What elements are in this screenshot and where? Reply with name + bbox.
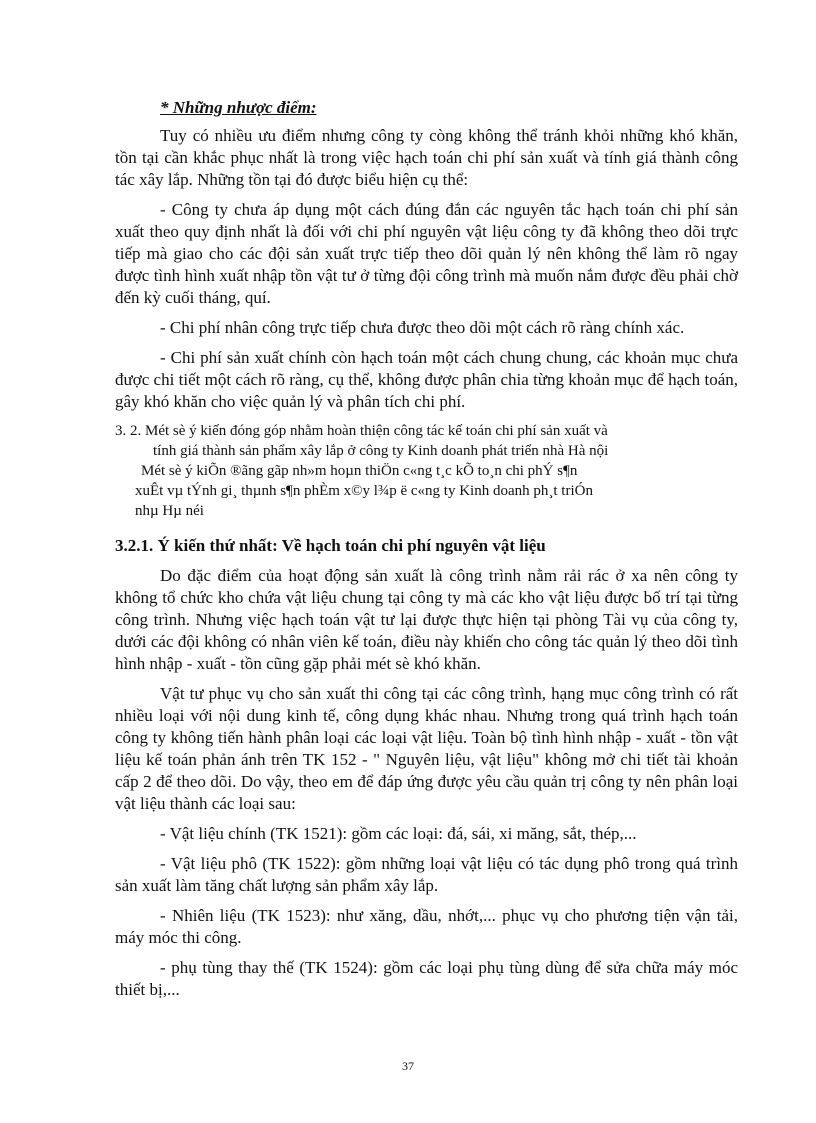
section-heading-line: tính giá thành sản phẩm xây lắp ở công ty Kinh doanh phát triển nhà Hà nội — [153, 443, 609, 459]
list-item: - Vật liệu phô (TK 1522): gồm những loại vật liệu có tác dụng phô trong quá trình sản xuất làm tăng chất lượng sản phẩm xây lắp. — [115, 854, 738, 895]
paragraph: - Chi phí nhân công trực tiếp chưa được theo dõi một cách rõ ràng chính xác. — [160, 318, 685, 337]
section-heading-garbled-line: xuÊt vµ tÝnh gi¸ thµnh s¶n phÈm x©y l¾p ë c«ng ty Kinh doanh ph¸t triÓn — [135, 483, 593, 499]
section-heading-line: 3. 2. Mét sè ý kiến đóng góp nhằm hoàn thiện công tác kế toán chi phí sản xuất và — [115, 423, 608, 439]
paragraph: - Công ty chưa áp dụng một cách đúng đắn các nguyên tắc hạch toán chi phí sản xuất theo quy định nhất là đối với chi phí nguyên vật liệu công ty đã không theo dõi trực tiếp mà giao cho các đội sản xuất trực tiếp theo dõi quản lý nên không thể làm rõ ngay được tình hình xuất nhập tồn vật tư ở từng đội công trình mà muốn nắm được đều phải chờ đến kỳ cuối tháng, quí. — [115, 200, 738, 307]
subsection-heading: 3.2.1. Ý kiến thứ nhất: Về hạch toán chi phí nguyên vật liệu — [115, 536, 546, 555]
list-item: - phụ tùng thay thế (TK 1524): gồm các loại phụ tùng dùng để sửa chữa máy móc thiết bị,... — [115, 958, 738, 999]
section-heading-garbled-line: Mét sè ý kiÕn ®ãng gãp nh»m hoµn thiÖn c«ng t¸c kÕ to¸n chi phÝ s¶n — [141, 463, 578, 479]
section-heading-garbled-line: nhµ Hµ néi — [135, 503, 204, 519]
paragraph: Tuy có nhiều ưu điểm nhưng công ty còng không thể tránh khỏi những khó khăn, tồn tại cần khắc phục nhất là trong việc hạch toán chi phí sản xuất và tính giá thành công tác xây lắp. Những tồn tại đó được biểu hiện cụ thể: — [115, 126, 738, 189]
notes-heading: * Những nhược điểm: — [160, 98, 317, 117]
section-heading — [115, 421, 738, 521]
page-content — [115, 97, 738, 1009]
list-item: - Vật liệu chính (TK 1521): gồm các loại: đá, sái, xi măng, sắt, thép,... — [160, 824, 637, 843]
list-item: - Nhiên liệu (TK 1523): như xăng, dầu, nhớt,... phục vụ cho phương tiện vận tải, máy móc thi công. — [115, 906, 738, 947]
paragraph: Do đặc điểm của hoạt động sản xuất là công trình nằm rải rác ở xa nên công ty không tổ chức kho chứa vật liệu chung tại công ty mà các kho vật liệu được bố trí tại từng công trình. Nhưng việc hạch toán vật tư lại được thực hiện tại phòng Tài vụ của công ty, dưới các đội không có nhân viên kế toán, điều này khiến cho công tác quản lý theo dõi tình hình nhập - xuất - tồn cũng gặp phải mét sè khó khăn. — [115, 566, 738, 673]
paragraph: Vật tư phục vụ cho sản xuất thi công tại các công trình, hạng mục công trình có rất nhiều loại với nội dung kinh tế, công dụng khác nhau. Nhưng trong quá trình hạch toán công ty không tiến hành phân loại các loại vật liệu. Toàn bộ tình hình nhập - xuất - tồn vật liệu kế toán phản ánh trên TK 152 - " Nguyên liệu, vật liệu" không mở chi tiết tài khoản cấp 2 để theo dõi. Do vậy, theo em để đáp ứng được yêu cầu quản trị công ty nên phân loại vật liệu thành các loại sau: — [115, 684, 738, 813]
page-number: 37 — [402, 1059, 414, 1073]
paragraph: - Chi phí sản xuất chính còn hạch toán một cách chung chung, các khoản mục chưa được chi tiết một cách rõ ràng, cụ thể, không được phân chia từng khoản mục để hạch toán, gây khó khăn cho việc quản lý và phân tích chi phí. — [115, 348, 738, 411]
